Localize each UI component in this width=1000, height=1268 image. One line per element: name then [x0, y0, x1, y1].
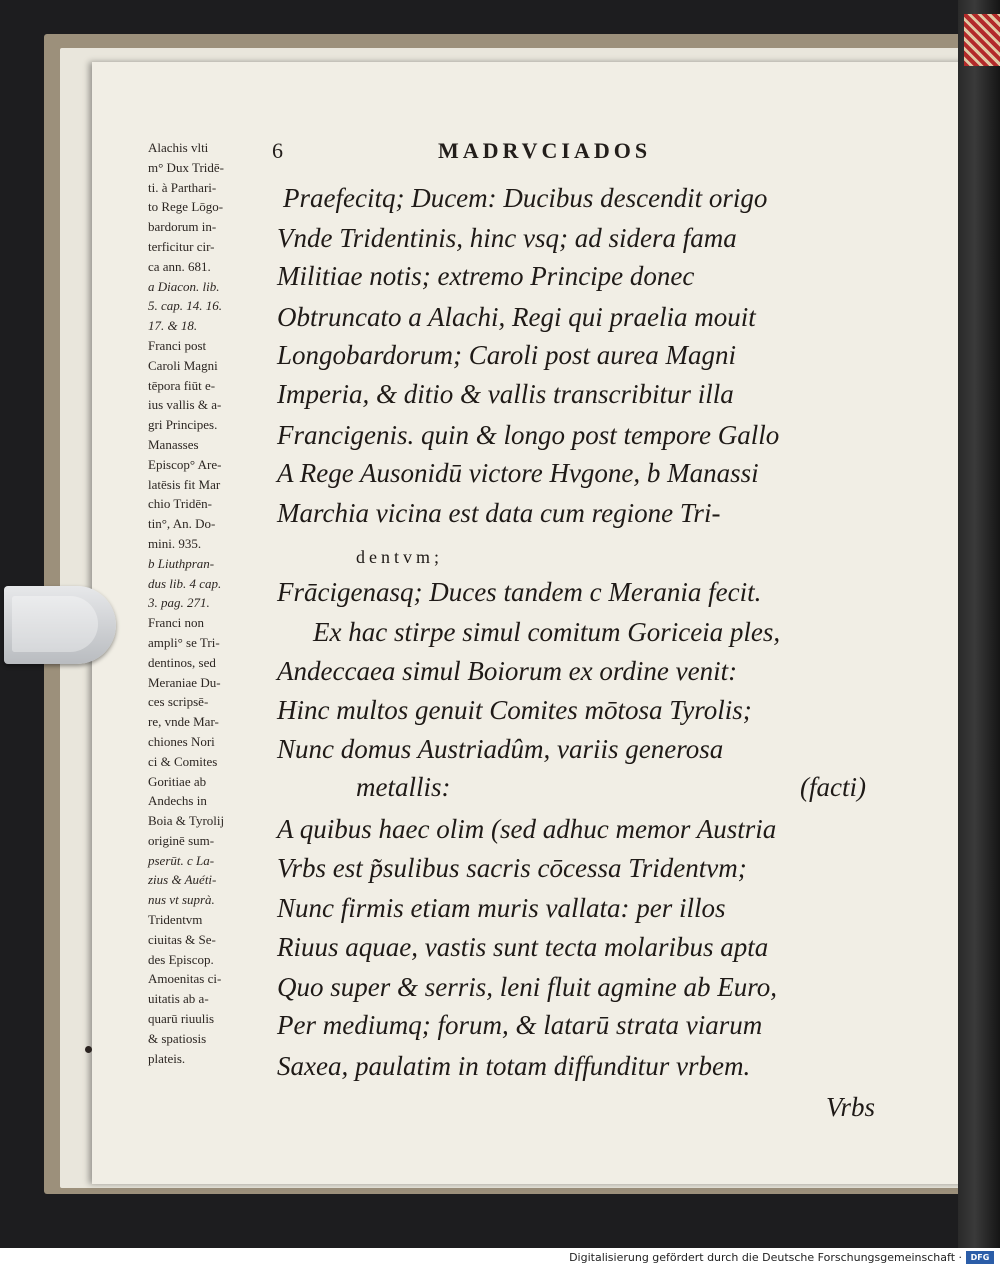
marginal-note-line: tēpora fiūt e- [148, 377, 216, 393]
marginal-note-line: originē sum- [148, 832, 215, 848]
page-clip-highlight [12, 596, 98, 652]
marginal-note-line: terficitur cir- [148, 238, 215, 254]
verse-line: Vrbs est p̃sulibus sacris cōcessa Tridentvm; [277, 853, 747, 883]
verse-line: Imperia, & ditio & vallis transcribitur illa [277, 379, 734, 409]
marginal-note-line: ampli° se Tri- [148, 634, 220, 650]
book-spine [958, 0, 1000, 1248]
verse-line: Quo super & serris, leni fluit agmine ab Euro, [277, 972, 777, 1002]
funding-notice: Digitalisierung gefördert durch die Deutsche Forschungsgemeinschaft · [569, 1251, 962, 1264]
marginal-note-line: to Rege Lōgo- [148, 199, 224, 215]
marginal-note-line: Amoenitas ci- [148, 971, 222, 987]
verse-line: Vnde Tridentinis, hinc vsq; ad sidera fama [277, 223, 737, 253]
marginal-note-line: Manasses [148, 436, 199, 452]
marginal-note-line: ciuitas & Se- [148, 931, 216, 947]
marginal-note-line: Boia & Tyrolij [148, 813, 225, 829]
marginal-note-line: bardorum in- [148, 219, 217, 235]
marginal-note-line: Meraniae Du- [148, 674, 221, 690]
verse-line: Per mediumq; forum, & latarū strata viarum [277, 1010, 763, 1040]
marginal-note-line: Episcop° Are- [148, 456, 222, 472]
verse-line: (facti) [800, 772, 866, 802]
marginal-note-line: dentinos, sed [148, 654, 216, 670]
marginal-note-line: a Diacon. lib. [148, 278, 220, 294]
marginal-note-line: 5. cap. 14. 16. [148, 298, 223, 314]
marginal-note-line: Franci non [148, 615, 204, 631]
footer-bar [0, 1248, 1000, 1268]
running-head: MADRVCIADOS [438, 138, 652, 163]
marginal-note-line: Goritiae ab [148, 773, 207, 789]
marginal-note-line: latēsis fit Mar [148, 476, 221, 492]
marginal-note-line: Caroli Magni [148, 357, 218, 373]
marginal-note-line: m° Dux Tridē- [148, 159, 224, 175]
marginal-note-line: ci & Comites [148, 753, 218, 769]
verse-line: Obtruncato a Alachi, Regi qui praelia mouit [277, 302, 756, 332]
verse-line: Praefecitq; Ducem: Ducibus descendit origo [283, 183, 768, 213]
marginal-note-line: ca ann. 681. [148, 258, 211, 274]
marginal-note-line: Alachis vlti [148, 140, 209, 155]
marginal-note-line: re, vnde Mar- [148, 714, 219, 730]
verse-line: metallis: [356, 772, 451, 802]
verse-line: Nunc firmis etiam muris vallata: per illos [277, 893, 726, 923]
marginal-note-line: nus vt suprà. [148, 892, 215, 908]
verse-line: Frācigenasq; Duces tandem c Merania fecit. [277, 577, 762, 607]
marginal-note-line: chio Tridēn- [148, 496, 212, 512]
marginal-note-line: Tridentvm [148, 912, 203, 928]
verse-line: Nunc domus Austriadûm, variis generosa [277, 734, 724, 764]
marginal-note-line: zius & Auéti- [148, 872, 217, 888]
marginal-note-line: ius vallis & a- [148, 397, 222, 413]
marginal-note-line: pserūt. c La- [148, 852, 215, 868]
catchword: Vrbs [826, 1092, 876, 1122]
marginal-note-line: gri Principes. [148, 417, 218, 433]
verse-line: Hinc multos genuit Comites mōtosa Tyrolis; [277, 695, 752, 725]
verse-line: dentvm; [356, 547, 443, 567]
verse-line: Saxea, paulatim in totam diffunditur vrbem. [277, 1051, 751, 1081]
marginal-note-line: plateis. [148, 1050, 186, 1066]
dfg-logo-icon: DFG [966, 1251, 994, 1264]
verse-line: Riuus aquae, vastis sunt tecta molaribus apta [277, 932, 769, 962]
marginal-notes [148, 138, 266, 1068]
verse-line: Andeccaea simul Boiorum ex ordine venit: [277, 656, 738, 686]
verse-line: A quibus haec olim (sed adhuc memor Austria [277, 814, 777, 844]
page-clip [4, 586, 116, 664]
marginal-note-line: Franci post [148, 337, 207, 353]
verse-line: Francigenis. quin & longo post tempore Gallo [277, 420, 780, 450]
ink-spot [85, 1046, 92, 1053]
bookmark-ribbon [964, 14, 1000, 66]
verse-line: Longobardorum; Caroli post aurea Magni [277, 340, 737, 370]
verse-line: Militiae notis; extremo Principe donec [277, 261, 695, 291]
marginal-note-line: b Liuthpran- [148, 555, 215, 571]
verse-line: A Rege Ausonidū victore Hvgone, b Manassi [277, 458, 759, 488]
marginal-note-line: dus lib. 4 cap. [148, 575, 222, 591]
marginal-note-line: ti. à Parthari- [148, 179, 217, 195]
marginal-note-line: 17. & 18. [148, 318, 198, 334]
marginal-note-line: ces scripsē- [148, 694, 209, 710]
verse-line: Ex hac stirpe simul comitum Goriceia ples, [313, 617, 781, 647]
marginal-note-line: chiones Nori [148, 733, 215, 749]
marginal-note-line: 3. pag. 271. [148, 595, 210, 611]
marginal-note-line: tin°, An. Do- [148, 516, 216, 532]
marginal-note-line: Andechs in [148, 793, 207, 809]
marginal-note-line: & spatiosis [148, 1030, 207, 1046]
page-number: 6 [272, 138, 283, 163]
marginal-note-line: uitatis ab a- [148, 991, 209, 1007]
marginal-note-line: des Episcop. [148, 951, 214, 967]
marginal-note-line: quarū riuulis [148, 1011, 215, 1027]
marginal-note-line: mini. 935. [148, 535, 202, 551]
verse-line: Marchia vicina est data cum regione Tri- [277, 498, 721, 528]
